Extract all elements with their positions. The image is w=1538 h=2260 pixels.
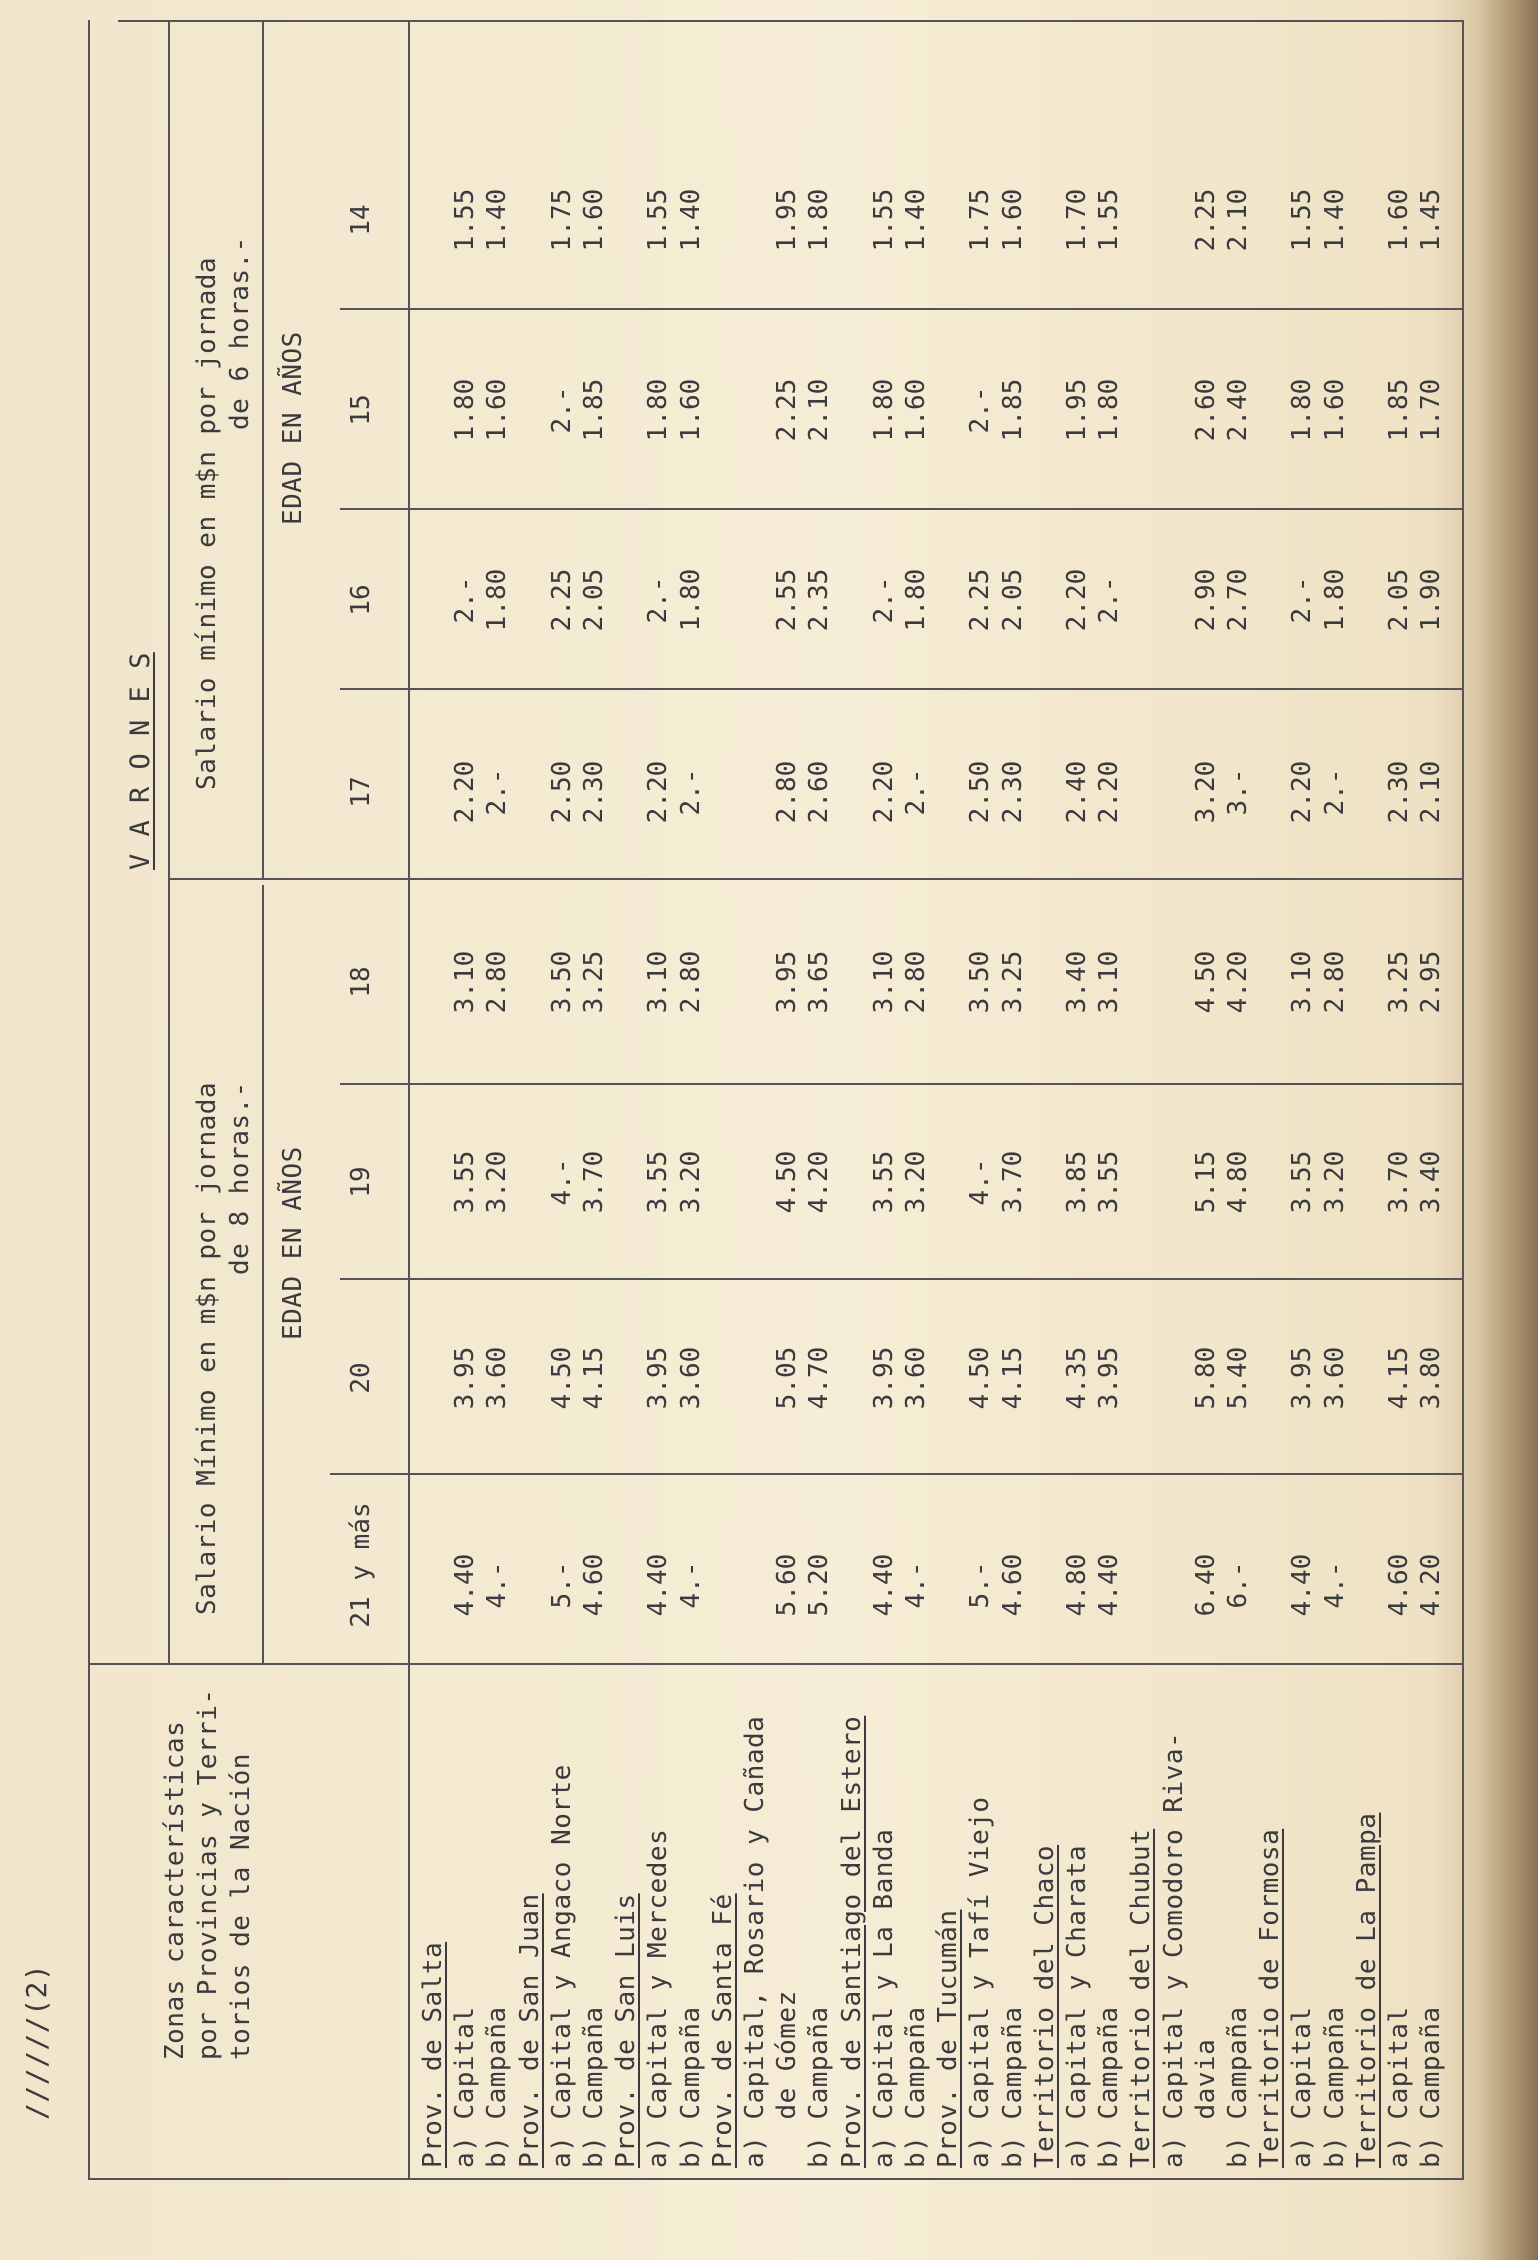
zone-row-label: b) Campaña: [579, 2006, 609, 2168]
wage-cell: 5.40: [1223, 1346, 1253, 1410]
wage-cell: 3.70: [998, 1150, 1028, 1214]
salary-8h-title-line-2: de 8 horas.-: [225, 1081, 255, 1275]
wage-cell: 4.-: [901, 1561, 931, 1609]
wage-cell: 5.60: [772, 1553, 802, 1617]
zone-row-label: b) Campaña: [901, 2006, 931, 2168]
wage-cell: 5.15: [1191, 1150, 1221, 1214]
wage-cell: 2.50: [547, 760, 577, 824]
zone-heading: Prov. de Santiago del Estero: [837, 1715, 867, 2168]
wage-cell: 2.-: [482, 768, 512, 816]
wage-cell: 1.80: [1287, 378, 1317, 442]
wage-cell: 1.75: [547, 188, 577, 252]
wage-cell: 2.25: [547, 568, 577, 632]
zone-row-label: davia: [1191, 2038, 1221, 2168]
wage-cell: 3.20: [901, 1150, 931, 1214]
wage-cell: 4.15: [998, 1346, 1028, 1410]
wage-cell: 4.40: [450, 1553, 480, 1617]
zone-row-label: a) Capital y Comodoro Riva-: [1159, 1731, 1189, 2168]
wage-cell: 2.80: [772, 760, 802, 824]
wage-cell: 1.95: [772, 188, 802, 252]
wage-cell: 2.05: [579, 568, 609, 632]
wage-cell: 3.80: [1416, 1346, 1446, 1410]
wage-cell: 4.20: [804, 1150, 834, 1214]
wage-cell: 2.50: [965, 760, 995, 824]
wage-cell: 3.55: [869, 1150, 899, 1214]
zone-heading: Territorio del Chaco: [1030, 1844, 1060, 2168]
age-divider-5: [340, 688, 1464, 690]
wage-cell: 4.20: [1223, 950, 1253, 1014]
zone-row-label: a) Capital y La Banda: [869, 1828, 899, 2168]
zone-row-label: a) Capital y Charata: [1062, 1844, 1092, 2168]
wage-cell: 4.80: [1223, 1150, 1253, 1214]
age-divider-1: [330, 1473, 1464, 1475]
wage-cell: 2.-: [1320, 768, 1350, 816]
wage-cell: 2.05: [1384, 568, 1414, 632]
zone-heading: Prov. de San Luis: [611, 1893, 641, 2168]
wage-cell: 3.95: [643, 1346, 673, 1410]
wage-cell: 5.05: [772, 1346, 802, 1410]
wage-cell: 5.20: [804, 1553, 834, 1617]
wage-cell: 1.80: [804, 188, 834, 252]
group-title-varones: V A R O N E S: [125, 652, 156, 870]
zone-heading: Prov. de Santa Fé: [708, 1893, 738, 2168]
wage-cell: 1.95: [1062, 378, 1092, 442]
wage-cell: 1.85: [579, 378, 609, 442]
zone-row-label: b) Campaña: [1320, 2006, 1350, 2168]
wage-cell: 2.-: [1287, 576, 1317, 624]
zone-heading: Prov. de San Juan: [515, 1893, 545, 2168]
zone-row-label: b) Campaña: [676, 2006, 706, 2168]
wage-cell: 3.40: [1416, 1150, 1446, 1214]
wage-cell: 3.20: [1191, 760, 1221, 824]
salary-groups-divider: [168, 878, 1464, 880]
zones-header-line-1: Zonas características: [160, 1720, 190, 2060]
wage-cell: 2.30: [998, 760, 1028, 824]
wage-cell: 2.35: [804, 568, 834, 632]
zone-row-label: de Gómez: [772, 1990, 802, 2168]
age-header-18: 18: [346, 966, 376, 998]
zone-row-label: a) Capital: [1287, 2006, 1317, 2168]
wage-cell: 4.35: [1062, 1346, 1092, 1410]
wage-cell: 3.60: [676, 1346, 706, 1410]
table-bottom-border: [1462, 20, 1464, 2180]
age-header-14: 14: [346, 204, 376, 236]
wage-cell: 2.20: [1062, 568, 1092, 632]
wage-cell: 2.80: [901, 950, 931, 1014]
wage-cell: 1.80: [676, 568, 706, 632]
wage-cell: 1.40: [1320, 188, 1350, 252]
wage-cell: 2.-: [547, 386, 577, 434]
wage-cell: 3.10: [643, 950, 673, 1014]
wage-cell: 3.55: [1094, 1150, 1124, 1214]
wage-cell: 2.95: [1416, 950, 1446, 1014]
wage-cell: 1.55: [1094, 188, 1124, 252]
salary-8h-title-line-1: Salario Mínimo en m$n por jornada: [192, 1081, 222, 1615]
wage-cell: 2.10: [804, 378, 834, 442]
wage-cell: 1.60: [482, 378, 512, 442]
wage-cell: 3.50: [547, 950, 577, 1014]
wage-cell: 6.40: [1191, 1553, 1221, 1617]
wage-cell: 6.-: [1223, 1561, 1253, 1609]
zone-row-label: b) Campaña: [804, 2006, 834, 2168]
wage-cell: 4.40: [1287, 1553, 1317, 1617]
wage-cell: 3.95: [450, 1346, 480, 1410]
wage-cell: 1.80: [643, 378, 673, 442]
wage-cell: 1.80: [1094, 378, 1124, 442]
age-divider-7: [340, 308, 1464, 310]
wage-cell: 4.70: [804, 1346, 834, 1410]
wage-cell: 3.95: [1287, 1346, 1317, 1410]
wage-cell: 1.55: [450, 188, 480, 252]
wage-cell: 2.-: [676, 768, 706, 816]
wage-cell: 4.40: [869, 1553, 899, 1617]
wage-cell: 2.-: [643, 576, 673, 624]
wage-cell: 2.25: [772, 378, 802, 442]
wage-cell: 1.60: [1320, 378, 1350, 442]
wage-cell: 4.60: [1384, 1553, 1414, 1617]
wage-cell: 3.20: [482, 1150, 512, 1214]
zone-row-label: b) Campaña: [1094, 2006, 1124, 2168]
zone-row-label: a) Capital: [1384, 2006, 1414, 2168]
wage-cell: 2.20: [643, 760, 673, 824]
wage-cell: 3.50: [965, 950, 995, 1014]
wage-cell: 2.20: [450, 760, 480, 824]
wage-cell: 1.60: [901, 378, 931, 442]
wage-cell: 2.05: [998, 568, 1028, 632]
wage-cell: 2.-: [450, 576, 480, 624]
salary-6h-title-line-2: de 6 horas.-: [225, 236, 255, 430]
zones-header-line-3: torios de la Nación: [226, 1753, 256, 2060]
wage-cell: 3.10: [869, 950, 899, 1014]
wage-cell: 1.90: [1416, 568, 1446, 632]
zone-row-label: a) Capital, Rosario y Cañada: [740, 1715, 770, 2168]
wage-cell: 2.10: [1416, 760, 1446, 824]
wage-cell: 1.40: [901, 188, 931, 252]
zone-row-label: a) Capital: [450, 2006, 480, 2168]
wage-cell: 4.50: [547, 1346, 577, 1410]
wage-cell: 1.85: [1384, 378, 1414, 442]
header-bottom-divider: [408, 20, 410, 2180]
wage-cell: 1.60: [676, 378, 706, 442]
wage-cell: 2.40: [1062, 760, 1092, 824]
wage-cell: 2.30: [1384, 760, 1414, 824]
wage-cell: 3.25: [579, 950, 609, 1014]
wage-cell: 2.-: [901, 768, 931, 816]
wage-cell: 3.40: [1062, 950, 1092, 1014]
wage-cell: 1.70: [1062, 188, 1092, 252]
age-header-19: 19: [346, 1166, 376, 1198]
wage-cell: 4.-: [547, 1158, 577, 1206]
wage-cell: 5.-: [547, 1561, 577, 1609]
wage-cell: 3.60: [901, 1346, 931, 1410]
zones-header-line-2: por Provincias y Terri-: [193, 1688, 223, 2060]
wage-cell: 4.50: [965, 1346, 995, 1410]
wage-cell: 1.80: [1320, 568, 1350, 632]
wage-cell: 4.60: [579, 1553, 609, 1617]
wage-cell: 3.10: [450, 950, 480, 1014]
wage-cell: 1.80: [450, 378, 480, 442]
wage-cell: 1.55: [1287, 188, 1317, 252]
wage-cell: 4.-: [1320, 1561, 1350, 1609]
wage-cell: 3.20: [676, 1150, 706, 1214]
zone-row-label: a) Capital y Tafí Viejo: [965, 1796, 995, 2168]
edad8-divider: [262, 885, 264, 1665]
zone-heading: Territorio del Chubut: [1126, 1828, 1156, 2168]
wage-cell: 2.20: [1094, 760, 1124, 824]
wage-cell: 4.40: [1094, 1553, 1124, 1617]
wage-cell: 2.80: [482, 950, 512, 1014]
wage-cell: 3.-: [1223, 768, 1253, 816]
zone-heading: Territorio de Formosa: [1255, 1828, 1285, 2168]
wage-cell: 3.85: [1062, 1150, 1092, 1214]
zone-row-label: b) Campaña: [998, 2006, 1028, 2168]
wage-cell: 1.60: [998, 188, 1028, 252]
wage-cell: 3.55: [1287, 1150, 1317, 1214]
wage-cell: 1.40: [676, 188, 706, 252]
wage-cell: 3.25: [998, 950, 1028, 1014]
zone-row-label: b) Campaña: [482, 2006, 512, 2168]
age-divider-2: [340, 1278, 1464, 1280]
wage-cell: 2.40: [1223, 378, 1253, 442]
wage-cell: 3.55: [450, 1150, 480, 1214]
wage-cell: 3.10: [1287, 950, 1317, 1014]
wage-cell: 4.-: [965, 1158, 995, 1206]
edad-6h-label: EDAD EN AÑOS: [278, 331, 308, 525]
wage-cell: 3.95: [1094, 1346, 1124, 1410]
wage-cell: 2.30: [579, 760, 609, 824]
wage-cell: 3.70: [1384, 1150, 1414, 1214]
age-header-15: 15: [346, 394, 376, 426]
wage-cell: 4.50: [1191, 950, 1221, 1014]
wage-cell: 1.60: [579, 188, 609, 252]
age-header-20: 20: [346, 1362, 376, 1394]
wage-cell: 4.-: [676, 1561, 706, 1609]
wage-cell: 2.90: [1191, 568, 1221, 632]
edad6-divider: [262, 20, 264, 880]
wage-cell: 2.20: [869, 760, 899, 824]
zone-heading: Prov. de Tucumán: [933, 1909, 963, 2168]
table-left-border: [88, 2178, 1464, 2180]
wage-cell: 3.65: [804, 950, 834, 1014]
wage-cell: 5.80: [1191, 1346, 1221, 1410]
zone-row-label: a) Capital y Mercedes: [643, 1828, 673, 2168]
zone-heading: Territorio de La Pampa: [1352, 1812, 1382, 2168]
wage-cell: 5.-: [965, 1561, 995, 1609]
wage-cell: 2.60: [804, 760, 834, 824]
wage-cell: 2.70: [1223, 568, 1253, 632]
wage-cell: 1.55: [869, 188, 899, 252]
wage-cell: 2.-: [965, 386, 995, 434]
wage-cell: 2.-: [869, 576, 899, 624]
wage-cell: 2.80: [1320, 950, 1350, 1014]
varones-divider: [168, 20, 170, 1665]
wage-cell: 4.60: [998, 1553, 1028, 1617]
wage-cell: 1.85: [998, 378, 1028, 442]
wage-cell: 3.25: [1384, 950, 1414, 1014]
age-divider-3: [340, 1083, 1464, 1085]
wage-cell: 2.25: [1191, 188, 1221, 252]
wage-cell: 1.55: [643, 188, 673, 252]
wage-cell: 1.80: [482, 568, 512, 632]
edad-8h-label: EDAD EN AÑOS: [278, 1146, 308, 1340]
wage-cell: 3.10: [1094, 950, 1124, 1014]
wage-cell: 1.45: [1416, 188, 1446, 252]
wage-cell: 3.70: [579, 1150, 609, 1214]
wage-cell: 1.80: [869, 378, 899, 442]
wage-cell: 2.55: [772, 568, 802, 632]
zone-row-label: a) Capital y Angaco Norte: [547, 1764, 577, 2168]
table-right-border: [118, 20, 1464, 22]
wage-cell: 2.60: [1191, 378, 1221, 442]
wage-cell: 4.-: [482, 1561, 512, 1609]
age-divider-6: [340, 508, 1464, 510]
wage-cell: 3.60: [1320, 1346, 1350, 1410]
table-top-border: [88, 20, 90, 2180]
zone-row-label: b) Campaña: [1416, 2006, 1446, 2168]
age-header-17: 17: [346, 776, 376, 808]
salary-6h-title-line-1: Salario mínimo en m$n por jornada: [192, 256, 222, 790]
wage-cell: 1.70: [1416, 378, 1446, 442]
zone-heading: Prov. de Salta: [418, 1941, 448, 2168]
wage-cell: 3.20: [1320, 1150, 1350, 1214]
page-reference: //////(2): [20, 1963, 53, 2120]
wage-cell: 3.95: [772, 950, 802, 1014]
wage-cell: 2.25: [965, 568, 995, 632]
wage-cell: 3.55: [643, 1150, 673, 1214]
wage-cell: 1.75: [965, 188, 995, 252]
age-header-16: 16: [346, 584, 376, 616]
wage-cell: 2.20: [1287, 760, 1317, 824]
wage-cell: 1.80: [901, 568, 931, 632]
wage-cell: 2.80: [676, 950, 706, 1014]
wage-cell: 2.-: [1094, 576, 1124, 624]
wage-cell: 4.40: [643, 1553, 673, 1617]
wage-cell: 1.60: [1384, 188, 1414, 252]
wage-cell: 4.15: [579, 1346, 609, 1410]
wage-cell: 4.80: [1062, 1553, 1092, 1617]
zones-column-divider: [88, 1663, 1464, 1665]
wage-cell: 3.60: [482, 1346, 512, 1410]
zone-row-label: b) Campaña: [1223, 2006, 1253, 2168]
wage-cell: 1.40: [482, 188, 512, 252]
wage-cell: 2.10: [1223, 188, 1253, 252]
wage-cell: 3.95: [869, 1346, 899, 1410]
wage-cell: 4.15: [1384, 1346, 1414, 1410]
age-header-21-y-mas: 21 y más: [346, 1502, 376, 1628]
wage-cell: 4.50: [772, 1150, 802, 1214]
wage-cell: 4.20: [1416, 1553, 1446, 1617]
